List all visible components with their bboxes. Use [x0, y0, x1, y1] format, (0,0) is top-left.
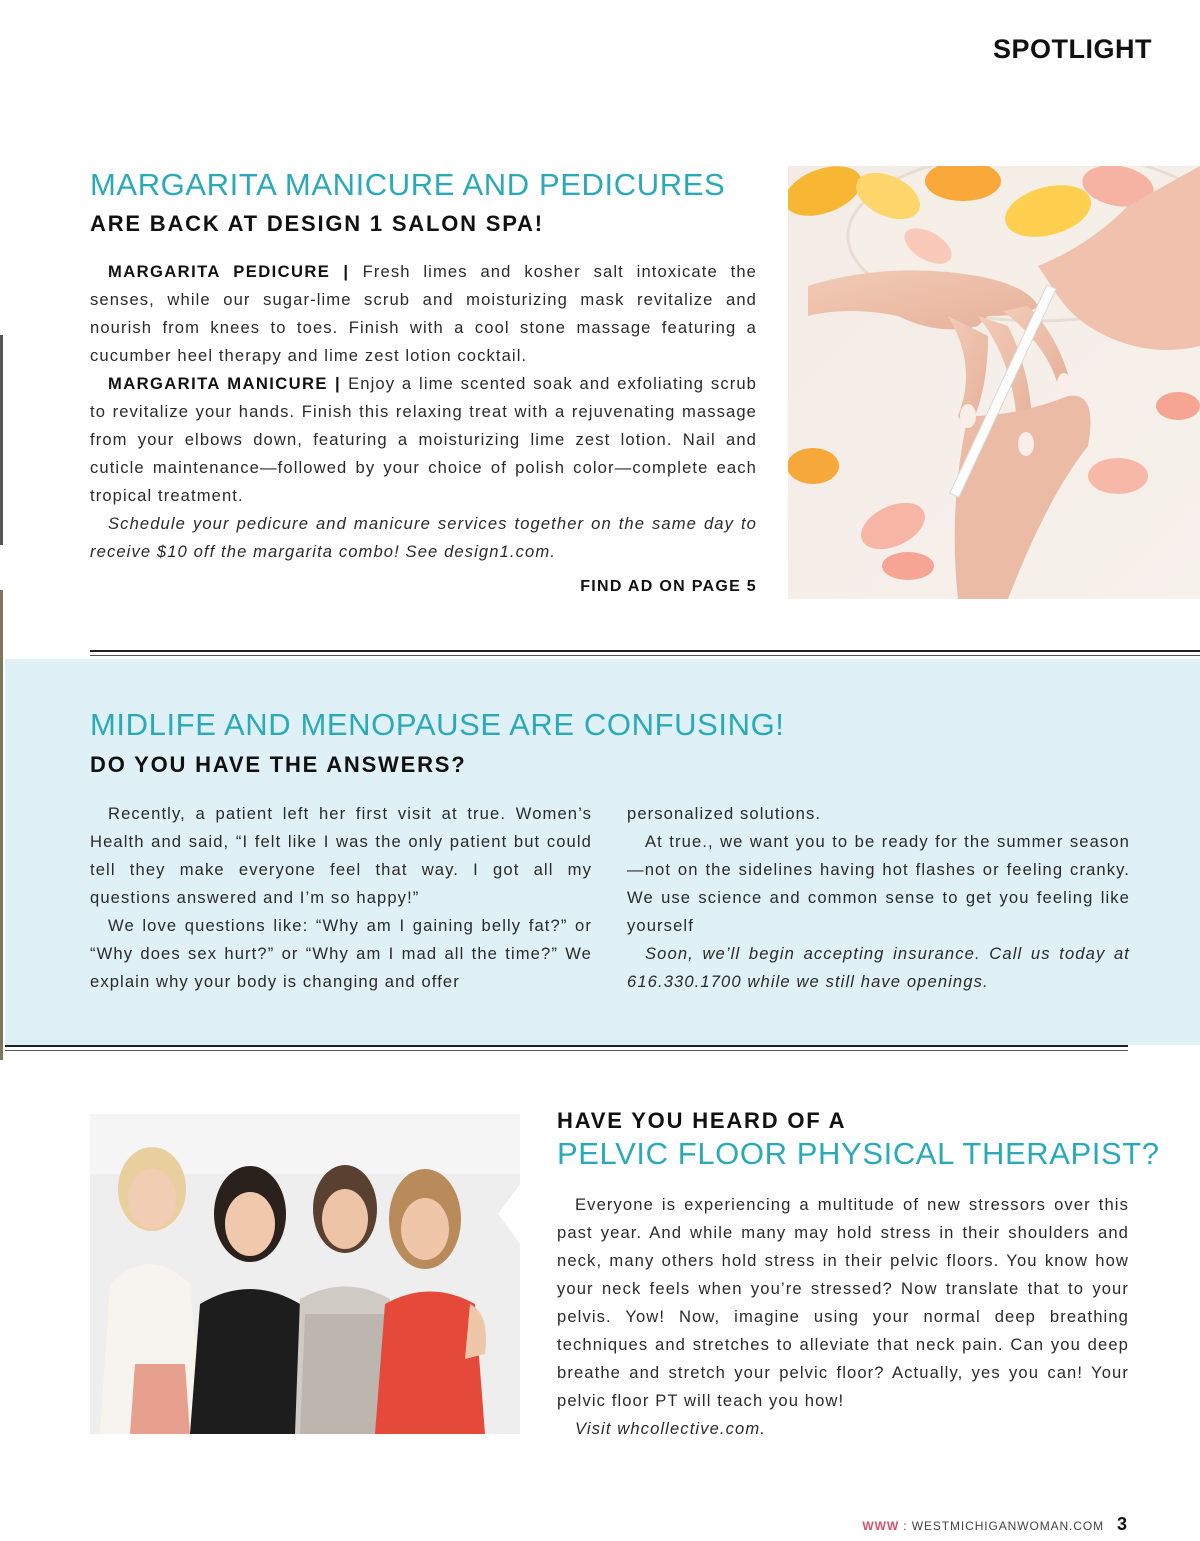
article1-body — [90, 258, 757, 566]
article1-subtitle: ARE BACK AT DESIGN 1 SALON SPA! — [90, 211, 544, 236]
find-ad-note: FIND AD ON PAGE 5 — [580, 578, 757, 595]
page-edge-mark — [0, 335, 3, 545]
paragraph-text: Fresh limes and kosher salt intoxicate the senses, while our sugar-lime scrub and moisturizing mask revitalize and nourish from knees to toes. Finish with a cool stone massage featuring a cucumber heel therapy and lime zest lotion cocktail. — [90, 262, 758, 365]
section-divider — [5, 1050, 1128, 1051]
team-photo — [90, 1114, 520, 1434]
promo-paragraph: Schedule your pedicure and manicure services together on the same day to receive $10 off the margarita combo! See design1.com. — [90, 514, 757, 561]
footer-separator: : — [899, 1519, 912, 1533]
call-to-action: Visit whcollective.com. — [575, 1419, 766, 1438]
paragraph: Recently, a patient left her first visit at true. Women’s Health and said, “I felt like I was the only patient but could tell they make everyone feel that way. I got all my questions answered and I’m so happy!” — [90, 804, 592, 907]
article2-column-2 — [627, 800, 1130, 996]
paragraph — [90, 370, 757, 510]
article3-kicker: HAVE YOU HEARD OF A — [557, 1108, 847, 1133]
page-edge-mark — [0, 590, 3, 1060]
page-number: 3 — [1117, 1514, 1128, 1534]
footer-site — [862, 1519, 1104, 1533]
paragraph-continued: personalized solutions. — [627, 804, 822, 823]
article1-title: MARGARITA MANICURE AND PEDICURES — [90, 167, 726, 202]
article2-subtitle: DO YOU HAVE THE ANSWERS? — [90, 752, 467, 777]
section-divider — [90, 650, 1200, 652]
paragraph-text: Enjoy a lime scented soak and exfoliating scrub to revitalize your hands. Finish this relaxing treat with a rejuvenating massage from your elbows down, featuring a moisturizing lime zest lotion. Nail and cuticle maintenance—followed by your choice of polish color—complete each tropical treatment. — [90, 374, 757, 505]
section-divider — [90, 655, 1200, 656]
paragraph: We love questions like: “Why am I gaining belly fat?” or “Why does sex hurt?” or “Why am I mad all the time?” We explain why your body is changing and offer — [90, 916, 592, 991]
manicure-photo — [788, 166, 1200, 599]
section-label: SPOTLIGHT — [993, 34, 1152, 64]
lead-in: MARGARITA MANICURE | — [108, 374, 349, 393]
paragraph — [90, 258, 757, 370]
article3-title: PELVIC FLOOR PHYSICAL THERAPIST? — [557, 1136, 1160, 1171]
footer-url: WESTMICHIGANWOMAN.COM — [911, 1519, 1104, 1533]
article3-body — [557, 1191, 1129, 1443]
paragraph: At true., we want you to be ready for the summer season—not on the sidelines having hot flashes or feeling cranky. We use science and common sense to get you feeling like yourself — [627, 832, 1130, 935]
lead-in: MARGARITA PEDICURE | — [108, 262, 363, 281]
article2-title: MIDLIFE AND MENOPAUSE ARE CONFUSING! — [90, 707, 785, 742]
footer-brand: WWW — [862, 1519, 900, 1533]
call-to-action: Soon, we’ll begin accepting insurance. Call us today at 616.330.1700 while we still have openings. — [627, 944, 1130, 991]
article2-column-1 — [90, 800, 592, 996]
section-divider — [5, 1045, 1128, 1047]
paragraph: Everyone is experiencing a multitude of new stressors over this past year. And while many may hold stress in their shoulders and neck, many others hold stress in their pelvic floors. You know how your neck feels when you’re stressed? Now translate that to your pelvis. Yow! Now, imagine using your normal deep breathing techniques and stretches to alleviate that neck pain. Can you deep breathe and stretch your pelvic floor? Actually, yes you can! Your pelvic floor PT will teach you how! — [557, 1195, 1129, 1410]
